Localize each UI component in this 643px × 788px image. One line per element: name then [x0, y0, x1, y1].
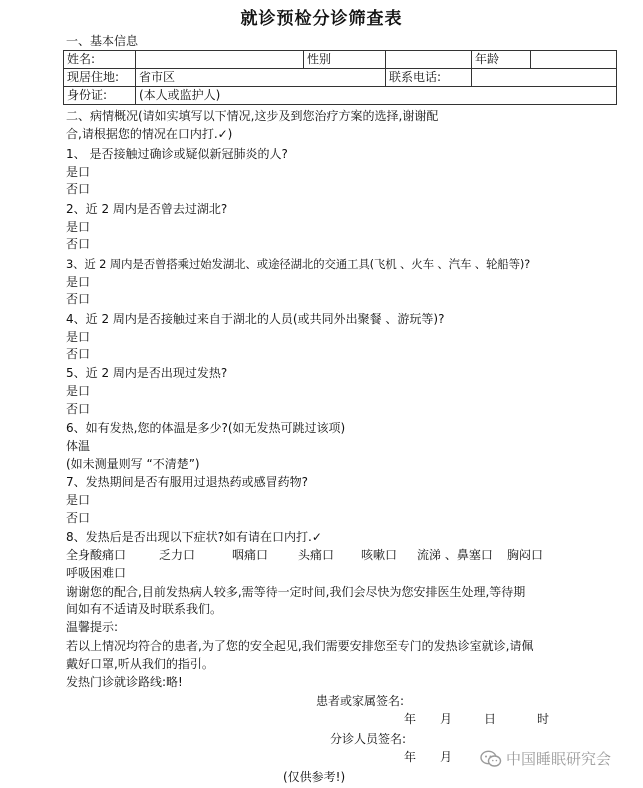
q1-yes-checkbox[interactable]: 是口 — [66, 165, 91, 179]
patient-date-month: 月 — [440, 712, 453, 726]
address-field[interactable]: 省市区 — [136, 69, 386, 87]
phone-label: 联系电话: — [386, 69, 472, 87]
staff-date-year: 年 — [404, 750, 417, 764]
thanks-text-2: 间如有不适请及时联系我们。 — [66, 602, 223, 616]
id-label: 身份证: — [64, 87, 136, 105]
question-4: 4、近 2 周内是否接触过来自于湖北的人员(或共同外出聚餐 、游玩等)? — [66, 312, 445, 326]
q2-yes-checkbox[interactable]: 是口 — [66, 220, 91, 234]
symptom-cough-checkbox[interactable]: 咳嗽口 — [361, 548, 398, 562]
name-label: 姓名: — [64, 51, 136, 69]
q6-temperature-field[interactable]: 体温 — [66, 439, 91, 453]
phone-field[interactable] — [472, 69, 617, 87]
q7-yes-checkbox[interactable]: 是口 — [66, 493, 91, 507]
section-condition-instruction: 合,请根据您的情况在口内打.✓) — [66, 127, 233, 141]
gender-field[interactable] — [386, 51, 472, 69]
q7-no-checkbox[interactable]: 否口 — [66, 511, 91, 525]
q3-yes-checkbox[interactable]: 是口 — [66, 275, 91, 289]
symptom-fatigue-checkbox[interactable]: 乏力口 — [159, 548, 196, 562]
symptom-sore-throat-checkbox[interactable]: 咽痛口 — [232, 548, 269, 562]
symptom-headache-checkbox[interactable]: 头痛口 — [298, 548, 335, 562]
question-5: 5、近 2 周内是否出现过发热? — [66, 366, 228, 380]
question-7: 7、发热期间是否有服用过退热药或感冒药物? — [66, 475, 309, 489]
tip-title: 温馨提示: — [66, 620, 119, 634]
q5-yes-checkbox[interactable]: 是口 — [66, 384, 91, 398]
question-2: 2、近 2 周内是否曾去过湖北? — [66, 202, 228, 216]
page-title: 就诊预检分诊筛查表 — [240, 9, 403, 29]
id-field[interactable]: (本人或监护人) — [136, 87, 617, 105]
wechat-icon — [480, 750, 502, 768]
symptom-chest-tightness-checkbox[interactable]: 胸闷口 — [507, 548, 544, 562]
patient-signature-label: 患者或家属签名: — [316, 694, 405, 708]
watermark-text: 中国睡眠研究会 — [506, 750, 612, 768]
fever-clinic-route: 发热门诊就诊路线:略! — [66, 675, 183, 689]
staff-date-month: 月 — [440, 750, 453, 764]
patient-date-hour: 时 — [537, 712, 550, 726]
patient-date-year: 年 — [404, 712, 417, 726]
q4-no-checkbox[interactable]: 否口 — [66, 347, 91, 361]
gender-label: 性别 — [304, 51, 386, 69]
watermark — [480, 748, 611, 769]
basic-info-table — [63, 50, 617, 105]
q1-no-checkbox[interactable]: 否口 — [66, 182, 91, 196]
age-field[interactable] — [531, 51, 617, 69]
patient-date-day: 日 — [484, 712, 497, 726]
symptom-runny-nose-checkbox[interactable]: 流涕 、鼻塞口 — [417, 548, 493, 562]
section-basic-info: 一、基本信息 — [66, 34, 139, 48]
age-label: 年龄 — [472, 51, 531, 69]
symptom-dyspnea-checkbox[interactable]: 呼吸困难口 — [66, 566, 127, 580]
q4-yes-checkbox[interactable]: 是口 — [66, 330, 91, 344]
symptom-body-ache-checkbox[interactable]: 全身酸痛口 — [66, 548, 127, 562]
q2-no-checkbox[interactable]: 否口 — [66, 237, 91, 251]
q5-no-checkbox[interactable]: 否口 — [66, 402, 91, 416]
question-3: 3、近 2 周内是否曾搭乘过始发湖北、或途径湖北的交通工具(飞机 、火车 、汽车 、轮船等)? — [66, 257, 531, 271]
tip-text-2: 戴好口罩,听从我们的指引。 — [66, 657, 214, 671]
tip-text-1: 若以上情况均符合的患者,为了您的安全起见,我们需要安排您至专门的发热诊室就诊,请佩 — [66, 639, 534, 653]
footer-note: (仅供参考!) — [283, 770, 346, 784]
name-field[interactable] — [136, 51, 304, 69]
section-condition: 二、病情概况(请如实填写以下情况,这步及到您治疗方案的选择,谢谢配 — [66, 109, 439, 123]
address-label: 现居住地: — [64, 69, 136, 87]
question-1: 1、 是否接触过确诊或疑似新冠肺炎的人? — [66, 147, 288, 161]
question-8: 8、发热后是否出现以下症状?如有请在口内打.✓ — [66, 530, 322, 544]
q3-no-checkbox[interactable]: 否口 — [66, 292, 91, 306]
thanks-text-1: 谢谢您的配合,目前发热病人较多,需等待一定时间,我们会尽快为您安排医生处理,等待期 — [66, 585, 526, 599]
q6-note: (如未测量则写 “不清楚”) — [66, 457, 200, 471]
question-6: 6、如有发热,您的体温是多少?(如无发热可跳过该项) — [66, 421, 346, 435]
staff-signature-label: 分诊人员签名: — [330, 732, 407, 746]
